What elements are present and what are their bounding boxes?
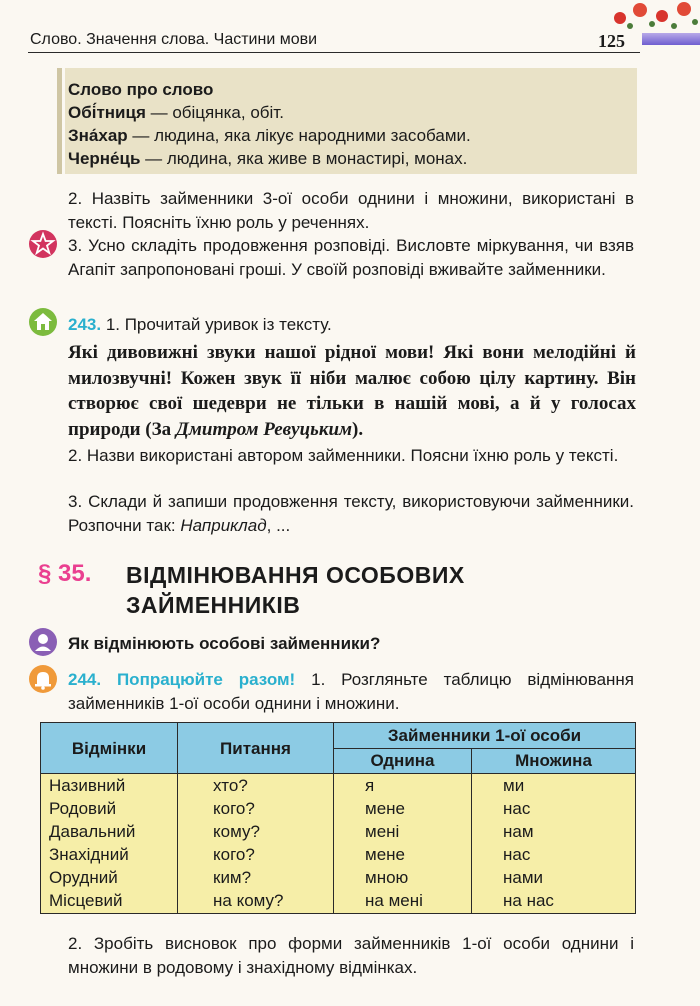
table-cell: кому? — [213, 822, 260, 841]
exercise-243-task-3: 3. Склади й запиши продовження тексту, використовуючи займенники. Розпочни так: Наприклад, ... — [68, 492, 634, 535]
column-header-singular: Однина — [370, 751, 435, 770]
table-cell: кого? — [213, 799, 255, 818]
exercise-244-instruction: 244. Попрацюйте разом! 1. Розгляньте таблицю відмінювання займенників 1-ої особи однини і множини. — [68, 670, 635, 713]
table-cell: нам — [503, 822, 534, 841]
table-cell: нас — [503, 799, 531, 818]
table-cell: мною — [365, 868, 409, 887]
speaker-icon — [28, 627, 58, 657]
column-header-case: Відмінки — [71, 739, 147, 758]
vocab-entry: Зна́хар — людина, яка лікує народними засобами. — [68, 126, 471, 145]
task-2: 2. Назвіть займенники 3-ої особи однини і множини, використані в тексті. Поясніть їхню роль у реченнях. — [68, 189, 634, 232]
table-cell: хто? — [213, 776, 248, 795]
vocab-heading: Слово про слово — [68, 80, 214, 99]
table-cell: Знахідний — [49, 845, 129, 864]
vocab-entry: Обі́тниця — обіцянка, обіт. — [68, 103, 284, 122]
vocab-entry: Черне́ць — людина, яка живе в монастирі, монах. — [68, 149, 468, 168]
house-icon — [28, 307, 58, 337]
table-cell: мене — [365, 799, 405, 818]
section-number: § 35. — [38, 560, 92, 587]
running-header: Слово. Значення слова. Частини мови — [30, 31, 318, 48]
bell-icon — [28, 664, 58, 694]
section-title: ВІДМІНЮВАННЯ ОСОБОВИХ ЗАЙМЕННИКІВ — [126, 562, 465, 618]
header-color-band — [642, 33, 700, 45]
table-cell: Місцевий — [49, 891, 123, 910]
table-cell: на нас — [503, 891, 554, 910]
table-cell: ми — [503, 776, 525, 795]
table-cell: Давальний — [49, 822, 136, 841]
table-cell: мене — [365, 845, 405, 864]
table-grid — [333, 748, 635, 749]
table-cell: ким? — [213, 868, 252, 887]
page-number: 125 — [598, 31, 625, 51]
ornament-icon — [600, 0, 700, 30]
table-cell: нами — [503, 868, 544, 887]
vocab-box-stripe — [57, 68, 62, 174]
table-cell: я — [365, 776, 375, 795]
column-header-group: Займенники 1-ої особи — [387, 726, 582, 745]
exercise-243-instruction: 243. 1. Прочитай уривок із тексту. — [68, 315, 332, 334]
table-cell: на кому? — [213, 891, 284, 910]
declension-table — [40, 722, 636, 914]
column-header-plural: Множина — [515, 751, 592, 770]
table-cell: на мені — [365, 891, 423, 910]
column-header-question: Питання — [220, 739, 291, 758]
table-cell: Називний — [49, 776, 126, 795]
table-cell: Родовий — [49, 799, 117, 818]
task-3: 3. Усно складіть продовження розповіді. Висловте міркування, чи взяв Агапіт запропоновані гроші. У своїй розповіді вживайте займенники. — [68, 236, 634, 279]
exercise-243-task-2: 2. Назви використані автором займенники. Поясни їхню роль у тексті. — [68, 446, 619, 465]
table-grid — [41, 773, 635, 774]
final-task: 2. Зробіть висновок про форми займенників 1-ої особи однини і множини в родовому і знахідному відмінках. — [68, 934, 634, 977]
question-heading: Як відмінюють особові займенники? — [68, 634, 381, 653]
table-cell: Орудний — [49, 868, 118, 887]
table-cell: мені — [365, 822, 400, 841]
header-divider — [28, 52, 640, 53]
star-icon — [28, 229, 58, 259]
exercise-243-text: Які дивовижні звуки нашої рідної мови! Які вони мелодійні й милозвучні! Кожен звук її ніби малює собою цілу картину. Він створює свої шедеври не тільки в нашій мові, а й у голосах природи (За Дмитром Ревуцьким). — [68, 342, 636, 440]
table-cell: кого? — [213, 845, 255, 864]
table-cell: нас — [503, 845, 531, 864]
